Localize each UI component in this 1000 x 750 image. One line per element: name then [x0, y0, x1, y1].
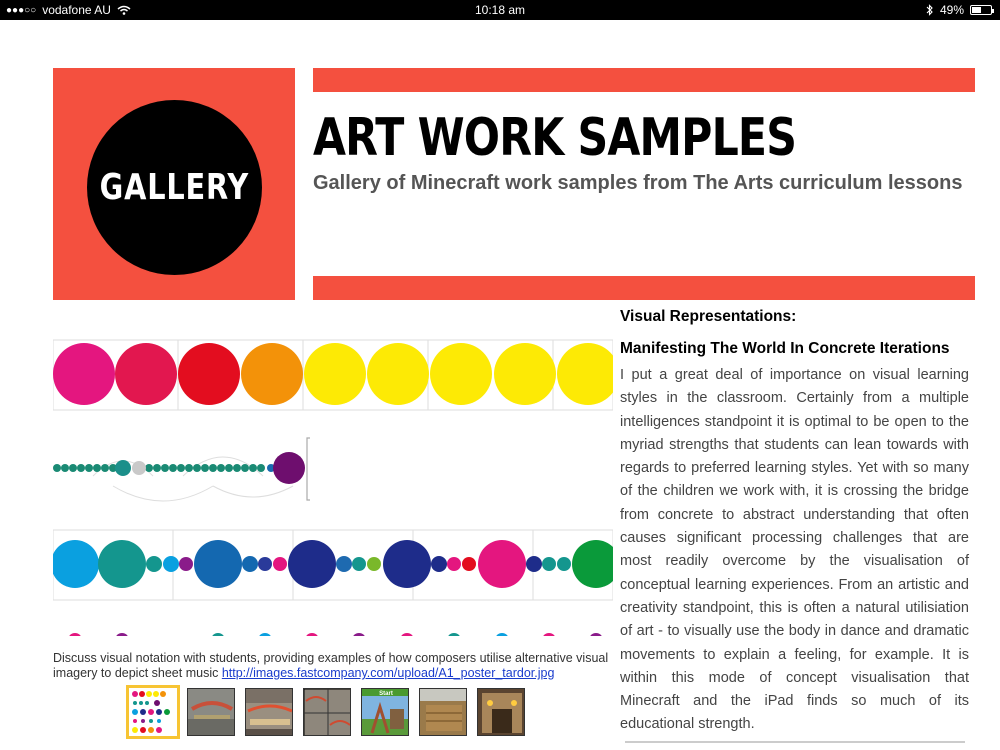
status-bar — [0, 0, 1000, 20]
thumb-5[interactable] — [361, 688, 409, 736]
header-bar-bottom — [313, 276, 975, 300]
source-link[interactable]: http://images.fastcompany.com/upload/A1_poster_tardor.jpg — [221, 666, 555, 680]
battery-icon — [970, 5, 992, 15]
page-subtitle: Gallery of Minecraft work samples from The Arts curriculum lessons — [313, 172, 963, 194]
gallery-badge-label: GALLERY — [99, 167, 250, 208]
page-scroll-indicator — [625, 741, 965, 743]
thumbnail-strip — [129, 688, 525, 739]
thumb-1[interactable] — [126, 685, 180, 739]
thumb-2[interactable] — [187, 688, 235, 736]
carrier-name: vodafone AU — [42, 3, 111, 17]
signal-strength: ●●●○○ — [6, 4, 37, 16]
thumb-5-label: Start — [379, 691, 393, 697]
thumb-4[interactable] — [303, 688, 351, 736]
article-heading: Visual Representations: — [620, 308, 797, 325]
header-bar-top — [313, 68, 975, 92]
caption-text: Discuss visual notation with students, providing examples of how composers utilise alternative visual imagery to depict sheet music — [53, 651, 609, 680]
bluetooth-icon — [926, 4, 934, 16]
article-body: I put a great deal of importance on visual learning styles in the classroom. Certainly from a multiple intelligences standpoint it is optimal to be open to the myriad strengths that students can lean towards with regards to preferred learning styles. Yet with so many of the children we work with, it is crossing the bridge from concrete to abstract understanding that often causes significant processing challenges that are most readily overcome by the visualisation of conceptual learning experiences. From an artistic and creativity standpoint, this is often a natural utilisiation of art - to visually use the body in dance and dramatic movements to explain a feeling, for example. It is within this mode of concept visualisation that Minecraft and the iPad finds so much of its educational strength. — [620, 367, 969, 733]
article — [620, 300, 969, 737]
thumb-7[interactable] — [477, 688, 525, 736]
thumb-6[interactable] — [419, 688, 467, 736]
thumb-3[interactable] — [245, 688, 293, 736]
image-caption — [53, 651, 618, 681]
battery-percent: 49% — [939, 3, 964, 17]
page-title: ART WORK SAMPLES — [313, 108, 797, 168]
gallery-badge — [87, 100, 262, 275]
clock: 10:18 am — [474, 3, 526, 17]
article-subheading: Manifesting The World In Concrete Iterations — [620, 340, 950, 357]
visual-notation-image — [53, 318, 613, 636]
